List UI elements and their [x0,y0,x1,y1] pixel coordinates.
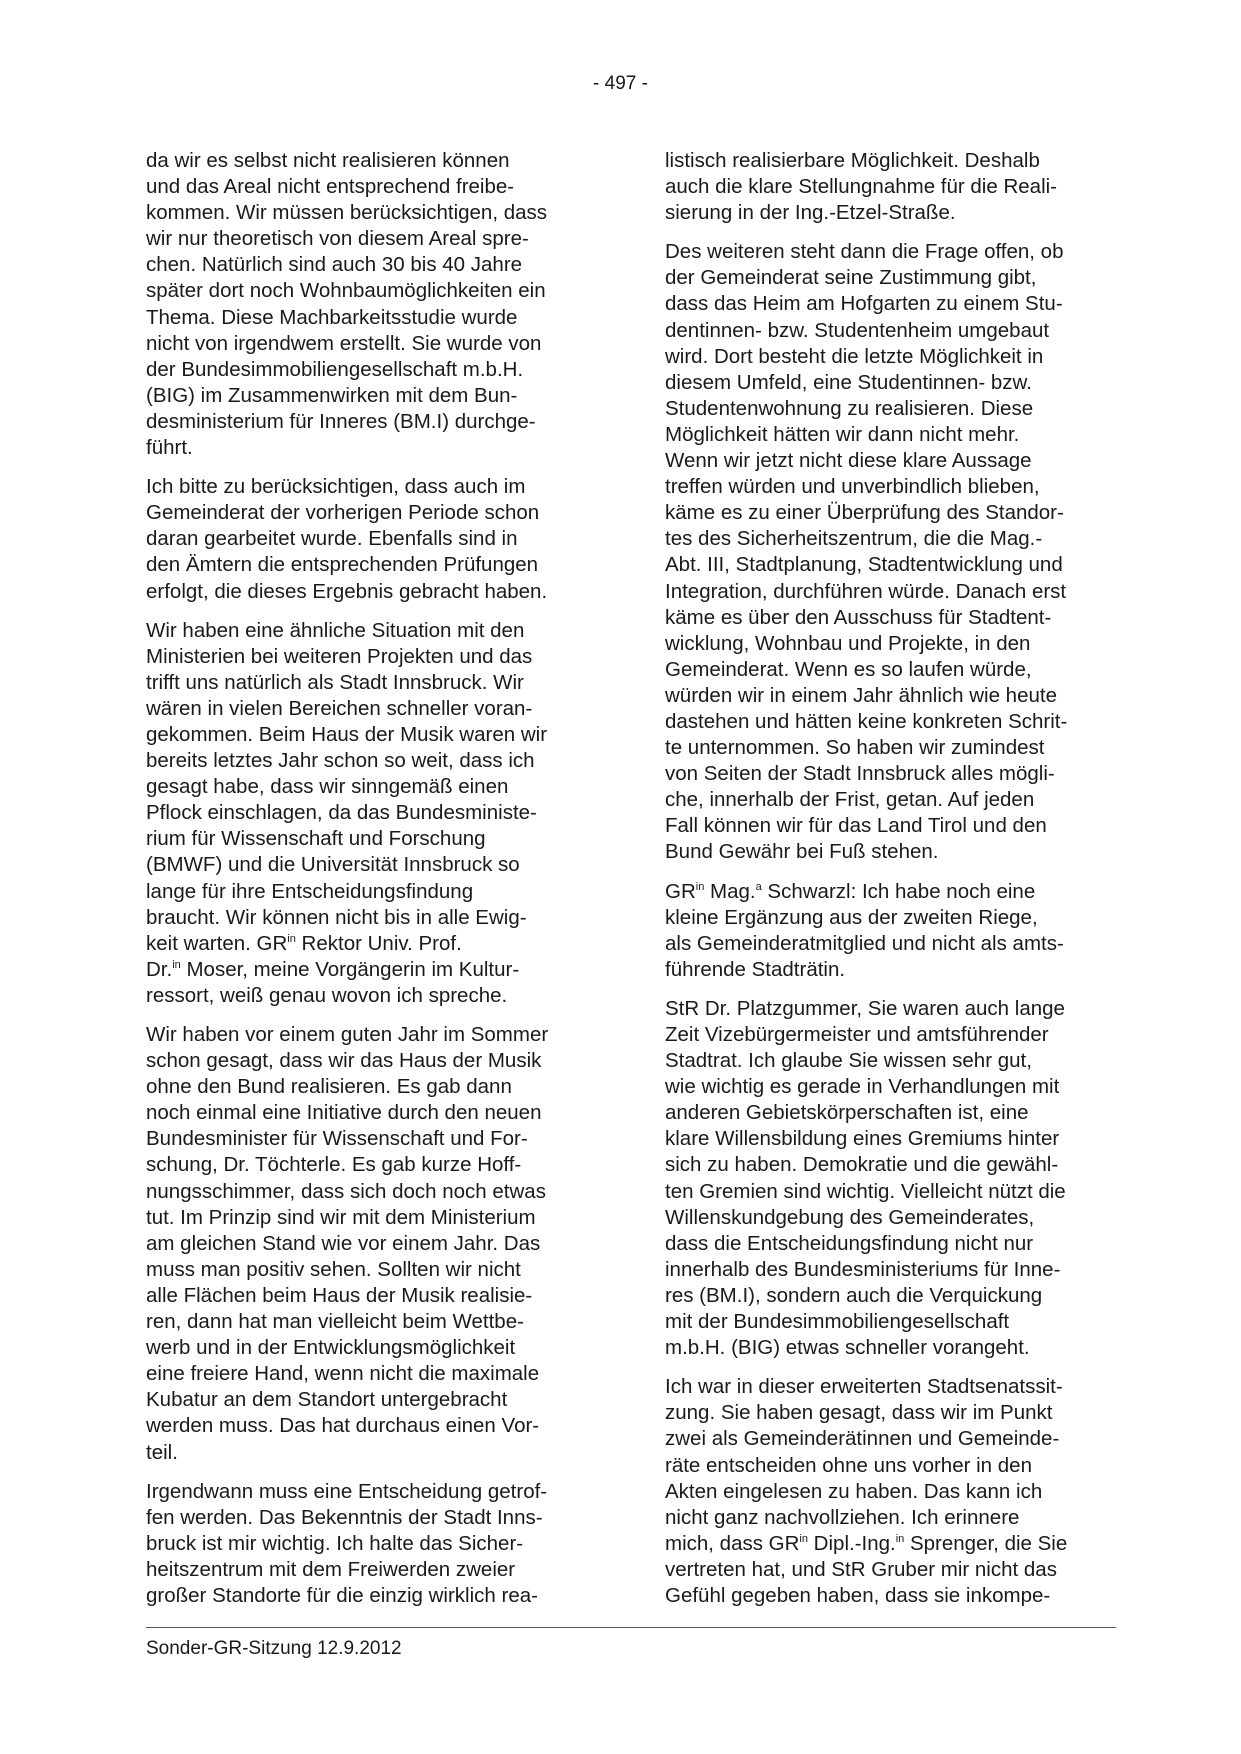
text-line: Pflock einschlagen, da das Bundesministe- [146,801,537,825]
text-line: wir nur theoretisch von diesem Areal spre- [146,227,529,251]
text-line: $GR^{in}$ Mag.$^a$ Schwarzl: Ich habe noch eine [665,879,1036,903]
text-line: Kubatur an dem Standort untergebracht [146,1388,508,1412]
text-line: auch die klare Stellungnahme für die Reali- [665,175,1058,199]
text-line: Gemeinderat der vorherigen Periode schon [146,501,540,525]
text-line: che, innerhalb der Frist, getan. Auf jeden [665,788,1035,812]
text-line: teil. [146,1440,178,1464]
text-line: te unternommen. So haben wir zumindest [665,736,1045,760]
text-line: kommen. Wir müssen berücksichtigen, dass [146,201,548,225]
text-line: wird. Dort besteht die letzte Möglichkeit in [665,344,1044,368]
right-text-column [665,148,1117,1622]
text-line: Wir haben eine ähnliche Situation mit den [146,618,525,642]
text-line: nicht ganz nachvollziehen. Ich erinnere [665,1505,1020,1529]
text-line: Wenn wir jetzt nicht diese klare Aussage [665,449,1032,473]
text-line: Gemeinderat. Wenn es so laufen würde, [665,657,1032,681]
text-line: alle Flächen beim Haus der Musik realisie- [146,1283,533,1307]
text-line: noch einmal eine Initiative durch den neuen [146,1101,542,1125]
text-line: tes des Sicherheitszentrum, die die Mag.- [665,527,1043,551]
left-text-column [146,148,598,1622]
text-line: ren, dann hat man vielleicht beim Wettbe- [146,1310,524,1334]
text-line: dass die Entscheidungsfindung nicht nur [665,1231,1034,1255]
paragraph [665,239,1117,865]
text-line: würden wir in einem Jahr ähnlich wie heute [665,683,1057,707]
text-line: den Ämtern die entsprechenden Prüfungen [146,553,539,577]
text-line: führt. [146,436,193,460]
text-line: schon gesagt, dass wir das Haus der Musik [146,1049,542,1073]
text-line: vertreten hat, und StR Gruber mir nicht das [665,1557,1057,1581]
paragraph [665,148,1117,226]
text-line: desministerium für Inneres (BM.I) durchge- [146,409,536,433]
text-line: daran gearbeitet wurde. Ebenfalls sind in [146,527,518,551]
paragraph [146,474,598,604]
text-line: am gleichen Stand wie vor einem Jahr. Das [146,1231,541,1255]
text-line: wären in vielen Bereichen schneller voran- [146,696,533,720]
footer-divider [146,1627,1116,1628]
text-line: Bund Gewähr bei Fuß stehen. [665,840,939,864]
text-line: StR Dr. Platzgummer, Sie waren auch lange [665,996,1065,1020]
text-line: (BMWF) und die Universität Innsbruck so [146,853,520,877]
text-line: ressort, weiß genau wovon ich spreche. [146,983,508,1007]
text-line: nungsschimmer, dass sich doch noch etwas [146,1179,546,1203]
paragraph [146,1479,598,1609]
text-line: muss man positiv sehen. Sollten wir nicht [146,1257,521,1281]
page-number: - 497 - [593,73,648,94]
text-line: mich, dass $GR^{in}$ Dipl.-Ing.$^{in}$ Sprenger, die Sie [665,1531,1068,1555]
text-line: käme es zu einer Überprüfung des Standor- [665,501,1064,525]
text-line: Ich war in dieser erweiterten Stadtsenatssit- [665,1375,1063,1399]
text-line: braucht. Wir können nicht bis in alle Ewig- [146,905,527,929]
text-line: diesem Umfeld, eine Studentinnen- bzw. [665,370,1032,394]
text-line: Stadtrat. Ich glaube Sie wissen sehr gut, [665,1049,1032,1073]
text-line: Irgendwann muss eine Entscheidung getrof- [146,1479,548,1503]
text-line: innerhalb des Bundesministeriums für Inne- [665,1257,1061,1281]
text-line: Des weiteren steht dann die Frage offen, ob [665,240,1064,264]
text-line: Ich bitte zu berücksichtigen, dass auch im [146,475,526,499]
paragraph [665,879,1117,983]
text-line: trifft uns natürlich als Stadt Innsbruck. Wir [146,670,524,694]
paragraph [665,1374,1117,1609]
text-line: Studentenwohnung zu realisieren. Diese [665,396,1034,420]
text-line: Abt. III, Stadtplanung, Stadtentwicklung und [665,553,1063,577]
text-line: später dort noch Wohnbaumöglichkeiten ein [146,279,546,303]
text-line: Ministerien bei weiteren Projekten und das [146,644,533,668]
text-line: Möglichkeit hätten wir dann nicht mehr. [665,422,1020,446]
text-line: treffen würden und unverbindlich blieben, [665,475,1040,499]
text-line: tut. Im Prinzip sind wir mit dem Ministerium [146,1205,536,1229]
text-line: sich zu haben. Demokratie und die gewähl- [665,1153,1059,1177]
text-line: Zeit Vizebürgermeister und amtsführender [665,1023,1049,1046]
text-line: erfolgt, die dieses Ergebnis gebracht haben. [146,579,548,603]
text-line: räte entscheiden ohne uns vorher in den [665,1453,1032,1477]
text-line: fen werden. Das Bekenntnis der Stadt Inns- [146,1505,543,1529]
text-line: heitszentrum mit dem Freiwerden zweier [146,1557,516,1581]
text-line: Willenskundgebung des Gemeinderates, [665,1205,1035,1229]
text-line: mit der Bundesimmobiliengesellschaft [665,1310,1010,1334]
text-line: listisch realisierbare Möglichkeit. Deshalb [665,149,1040,172]
text-line: wie wichtig es gerade in Verhandlungen mit [665,1075,1060,1099]
text-line: ohne den Bund realisieren. Es gab dann [146,1075,512,1099]
text-line: dentinnen- bzw. Studentenheim umgebaut [665,318,1050,342]
text-line: dastehen und hätten keine konkreten Schrit- [665,709,1068,733]
text-line: der Bundesimmobiliengesellschaft m.b.H. [146,357,524,381]
text-line: als Gemeinderatmitglied und nicht als amts- [665,931,1064,955]
text-line: der Gemeinderat seine Zustimmung gibt, [665,266,1037,290]
text-line: res (BM.I), sondern auch die Verquickung [665,1283,1043,1307]
text-line: bereits letztes Jahr schon so weit, dass ich [146,749,535,773]
text-line: kleine Ergänzung aus der zweiten Riege, [665,905,1038,929]
text-line: Wir haben vor einem guten Jahr im Sommer [146,1023,549,1046]
text-line: klare Willensbildung eines Gremiums hinter [665,1127,1060,1151]
text-line: zwei als Gemeinderätinnen und Gemeinde- [665,1427,1060,1451]
text-line: keit warten. $GR^{in}$ Rektor Univ. Prof. [146,931,462,955]
text-line: ten Gremien sind wichtig. Vielleicht nützt die [665,1179,1066,1203]
paragraph [146,1022,598,1466]
text-line: nicht von irgendwem erstellt. Sie wurde von [146,331,542,355]
text-line: Dr.$^{in}$ Moser, meine Vorgängerin im Kultur- [146,957,520,981]
text-line: sierung in der Ing.-Etzel-Straße. [665,201,956,225]
text-line: Bundesminister für Wissenschaft und For- [146,1127,528,1151]
text-line: chen. Natürlich sind auch 30 bis 40 Jahre [146,253,523,277]
text-line: Akten eingelesen zu haben. Das kann ich [665,1479,1043,1503]
text-line: (BIG) im Zusammenwirken mit dem Bun- [146,383,518,407]
text-line: zung. Sie haben gesagt, dass wir im Punkt [665,1401,1053,1425]
paragraph [146,148,598,461]
text-line: anderen Gebietskörperschaften ist, eine [665,1101,1029,1125]
text-line: wicklung, Wohnbau und Projekte, in den [665,631,1031,655]
text-line: Gefühl gegeben haben, dass sie inkompe- [665,1583,1051,1607]
text-line: käme es über den Ausschuss für Stadtent- [665,605,1052,629]
text-line: führende Stadträtin. [665,957,846,981]
text-line: werb und in der Entwicklungsmöglichkeit [146,1336,516,1360]
text-line: gesagt habe, dass wir sinngemäß einen [146,775,509,799]
text-line: von Seiten der Stadt Innsbruck alles mögli- [665,762,1055,786]
text-line: dass das Heim am Hofgarten zu einem Stu- [665,292,1063,316]
text-line: und das Areal nicht entsprechend freibe- [146,175,515,199]
text-line: großer Standorte für die einzig wirklich rea- [146,1583,538,1607]
text-line: Integration, durchführen würde. Danach erst [665,579,1067,603]
text-line: Fall können wir für das Land Tirol und den [665,814,1047,838]
text-line: da wir es selbst nicht realisieren können [146,149,510,172]
text-line: schung, Dr. Töchterle. Es gab kurze Hoff- [146,1153,522,1177]
text-line: gekommen. Beim Haus der Musik waren wir [146,722,548,746]
paragraph [665,996,1117,1361]
text-line: rium für Wissenschaft und Forschung [146,827,486,851]
text-line: m.b.H. (BIG) etwas schneller vorangeht. [665,1336,1030,1360]
paragraph [146,618,598,1009]
footer-session-label: Sonder-GR-Sitzung 12.9.2012 [146,1638,402,1659]
text-line: werden muss. Das hat durchaus einen Vor- [146,1414,540,1438]
text-line: eine freiere Hand, wenn nicht die maximale [146,1362,540,1386]
text-line: bruck ist mir wichtig. Ich halte das Sicher- [146,1531,524,1555]
text-line: Thema. Diese Machbarkeitsstudie wurde [146,305,518,329]
text-line: lange für ihre Entscheidungsfindung [146,879,474,903]
